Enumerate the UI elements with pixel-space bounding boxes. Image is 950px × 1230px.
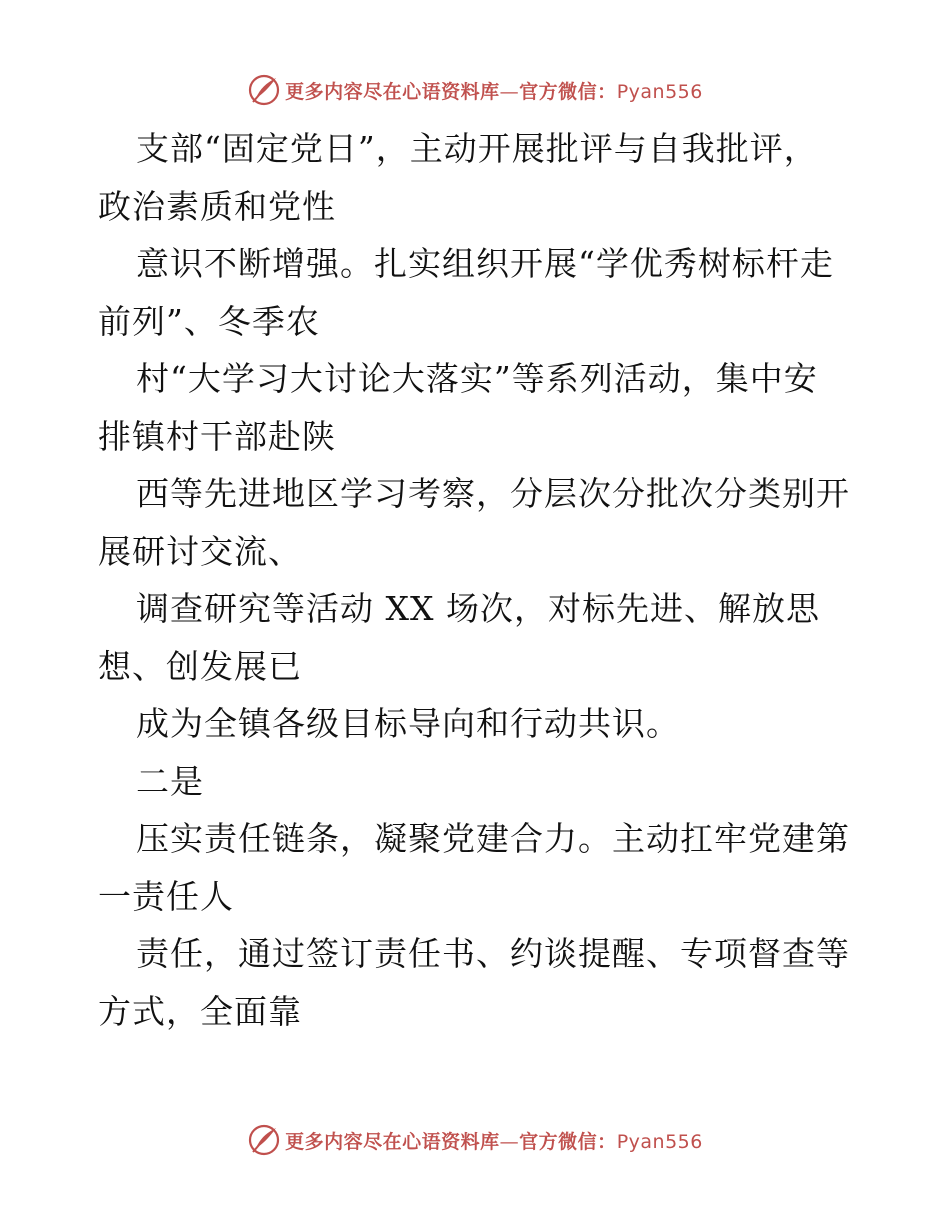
body-line: 政治素质和党性 (98, 186, 336, 226)
feather-pen-seal-icon (247, 73, 281, 107)
watermark-text: 更多内容尽在心语资料库—官方微信：Pyan556 (285, 80, 703, 103)
footer-watermark (0, 1120, 950, 1160)
watermark-text: 更多内容尽在心语资料库—官方微信：Pyan556 (285, 1130, 703, 1153)
body-line: 意识不断增强。扎实组织开展“学优秀树标杆走 (136, 244, 834, 283)
body-line: 村“大学习大讨论大落实”等系列活动，集中安 (136, 359, 818, 398)
body-line: 支部“固定党日”，主动开展批评与自我批评， (136, 129, 818, 168)
body-line: 压实责任链条，凝聚党建合力。主动扛牢党建第 (136, 819, 850, 858)
body-line: 方式，全面靠 (98, 991, 302, 1031)
document-body (98, 120, 858, 1040)
feather-pen-seal-icon (247, 1123, 281, 1157)
body-line: 一责任人 (98, 876, 234, 916)
body-line: 成为全镇各级目标导向和行动共识。 (136, 704, 680, 743)
body-line: 二是 (136, 761, 204, 801)
body-line: 想、创发展已 (98, 646, 302, 686)
body-line: 责任，通过签订责任书、约谈提醒、专项督查等 (136, 934, 850, 973)
body-line: 排镇村干部赴陕 (98, 416, 336, 456)
body-line: 前列”、冬季农 (98, 301, 320, 341)
body-line: 西等先进地区学习考察，分层次分批次分类别开 (136, 474, 850, 513)
body-line: 调查研究等活动 XX 场次，对标先进、解放思 (136, 589, 820, 628)
header-watermark (0, 70, 950, 110)
body-line: 展研讨交流、 (98, 531, 302, 571)
